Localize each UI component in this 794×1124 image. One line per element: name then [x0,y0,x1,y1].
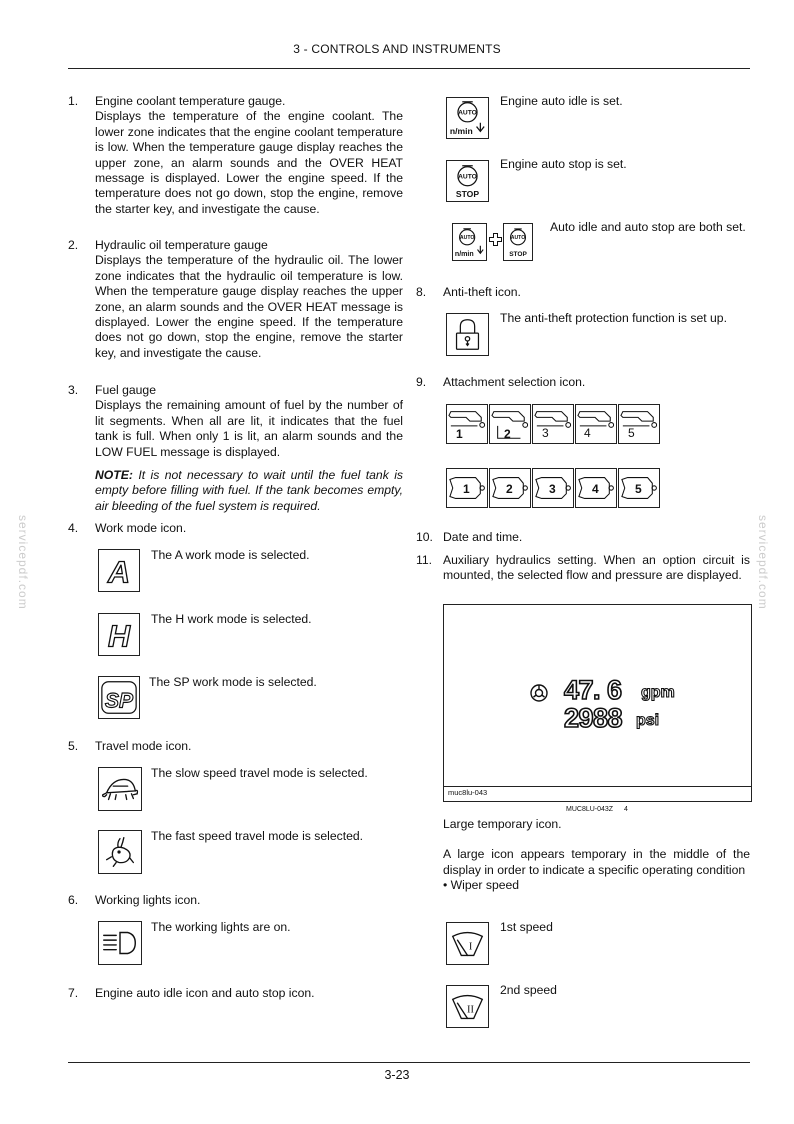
watermark-right: servicepdf.com [756,515,770,610]
attachment-row-1 [446,404,660,444]
work-mode-glyph: H [107,619,131,654]
attachment-alt-icon-3: 3 [532,468,574,508]
anti-theft-lock-icon [446,313,489,356]
auto-stop-icon [446,160,489,202]
item-11 [416,553,750,584]
item-description: Displays the temperature of the hydraulic oil. The lower zone indicates that the hydraulic oil temperature is low. When the temperature gauge display reaches the upper zone, an alarm sounds and the OVER HEAT message is displayed. Lower the engine speed. If the temperature does not go down, stop the engine, remove the starter key, and investigate the cause. [95,253,403,360]
work-mode-sp-icon [98,676,140,719]
work-mode-h-caption: The H work mode is selected. [151,612,312,626]
item-title: Engine auto idle icon and auto stop icon. [95,986,315,1000]
flow-value: 47. 6 [564,675,622,705]
auto-idle-small-icon [452,223,487,261]
svg-text:AUTO: AUTO [458,173,477,181]
item-number: 7. [68,986,79,1000]
aux-hydraulics-display [443,604,752,802]
note-label: NOTE: [95,468,133,482]
anti-theft-caption: The anti-theft protection function is set up. [500,311,727,325]
header-rule [68,68,750,69]
turtle-icon [98,767,142,811]
attachment-alt-icon-5: 5 [618,468,660,508]
item-8 [416,285,750,300]
item-number: 8. [416,285,427,299]
attachment-icon-2: 2 [489,404,531,444]
item-4 [68,521,403,536]
attachment-icon-3: 3 [532,404,574,444]
figure-ref-code: MUC8LU-043Z [566,806,614,813]
svg-text:I: I [468,941,473,953]
svg-text:STOP: STOP [455,189,480,200]
item-number: 1. [68,94,79,108]
item-1 [68,94,403,217]
work-mode-a-caption: The A work mode is selected. [151,548,310,562]
item-number: 4. [68,521,79,535]
item-title: Fuel gauge [95,383,156,397]
large-icon-description: A large icon appears temporary in the middle of the display in order to indicate a specific operating condition [443,847,750,877]
auto-idle-caption: Engine auto idle is set. [500,94,623,108]
attachment-icon-4: 4 [575,404,617,444]
item-title: Auxiliary hydraulics setting. When an option circuit is mounted, the selected flow and pressure are displayed. [443,553,750,583]
item-number: 3. [68,383,79,397]
large-icon-title: Large temporary icon. [443,817,562,831]
figure-ref-number: 4 [624,806,628,813]
wiper-speed-1-icon [446,922,489,965]
item-title: Working lights icon. [95,893,201,907]
item-number: 5. [68,739,79,753]
item-title: Work mode icon. [95,521,187,535]
work-mode-h-icon [98,613,140,656]
attachment-alt-icon-1: 1 [446,468,488,508]
work-mode-glyph: A [107,555,131,590]
working-lights-icon [98,921,142,965]
wiper-speed-2-caption: 2nd speed [500,983,557,997]
item-number: 10. [416,530,433,544]
svg-text:II: II [467,1004,475,1016]
item-number: 11. [416,553,433,567]
item-9 [416,375,750,390]
pressure-unit: psi [636,712,660,729]
auto-stop-small-icon [503,223,533,261]
item-title: Date and time. [443,530,523,544]
watermark-left: servicepdf.com [16,515,30,610]
item-5 [68,739,403,754]
fast-travel-caption: The fast speed travel mode is selected. [151,829,364,843]
auto-stop-caption: Engine auto stop is set. [500,157,627,171]
item-description: Displays the remaining amount of fuel by the number of lit segments. When all are lit, it indicates that the fuel tank is full. When only 1 is lit, an alarm sounds and the LOW FUEL message is displayed. [95,398,403,459]
item-number: 6. [68,893,79,907]
item-title: Hydraulic oil temperature gauge [95,238,268,252]
note-block [95,468,403,514]
working-lights-caption: The working lights are on. [151,920,291,934]
item-7 [68,986,403,1001]
item-number: 9. [416,375,427,389]
display-caption-strip [444,786,751,801]
svg-text:STOP: STOP [509,251,527,258]
rabbit-icon [98,830,142,874]
item-10 [416,530,750,545]
item-title: Travel mode icon. [95,739,192,753]
pressure-value: 2988 [564,703,623,733]
svg-text:n/min: n/min [449,126,473,137]
page-number: 3-23 [384,1068,410,1082]
footer-rule [68,1062,750,1063]
note-text: It is not necessary to wait until the fuel tank is empty before filling with fuel. If the tank becomes empty, air bleeding of the fuel system is required. [95,468,403,513]
svg-text:AUTO: AUTO [510,235,526,242]
plus-icon [489,233,502,246]
work-mode-a-icon [98,549,140,592]
auto-both-caption: Auto idle and auto stop are both set. [550,220,746,234]
svg-text:n/min: n/min [454,251,474,259]
auto-idle-icon [446,97,489,139]
item-6 [68,893,403,908]
item-description: Displays the temperature of the engine coolant. The lower zone indicates that the engine coolant temperature is low. When the temperature gauge display reaches the upper zone, an alarm sounds and the OVER HEAT message is displayed. Lower the engine speed. If the temperature does not go down, stop the engine, remove the starter key, and investigate the cause. [95,109,403,216]
flow-unit: gpm [641,684,675,701]
page-header-title: 3 - CONTROLS AND INSTRUMENTS [293,42,501,56]
slow-travel-caption: The slow speed travel mode is selected. [151,766,368,780]
item-3 [68,383,403,460]
attachment-alt-icon-2: 2 [489,468,531,508]
attachment-row-2 [446,468,660,508]
display-image-label: muc8lu-043 [448,788,488,797]
large-icon-section [443,817,750,894]
svg-text:AUTO: AUTO [458,109,477,117]
attachment-icon-5: 5 [618,404,660,444]
wiper-speed-2-icon [446,985,489,1028]
work-mode-glyph: SP [105,689,133,713]
svg-text:AUTO: AUTO [459,235,475,242]
item-title: Anti-theft icon. [443,285,521,299]
wiper-speed-bullet: • Wiper speed [443,878,520,893]
item-number: 2. [68,238,79,252]
item-title: Attachment selection icon. [443,375,586,389]
wiper-speed-1-caption: 1st speed [500,920,553,934]
item-2 [68,238,403,361]
attachment-icon-1: 1 [446,404,488,444]
item-title: Engine coolant temperature gauge. [95,94,286,108]
attachment-alt-icon-4: 4 [575,468,617,508]
work-mode-sp-caption: The SP work mode is selected. [149,675,317,689]
aux-hydraulic-circuit-icon [529,683,549,703]
